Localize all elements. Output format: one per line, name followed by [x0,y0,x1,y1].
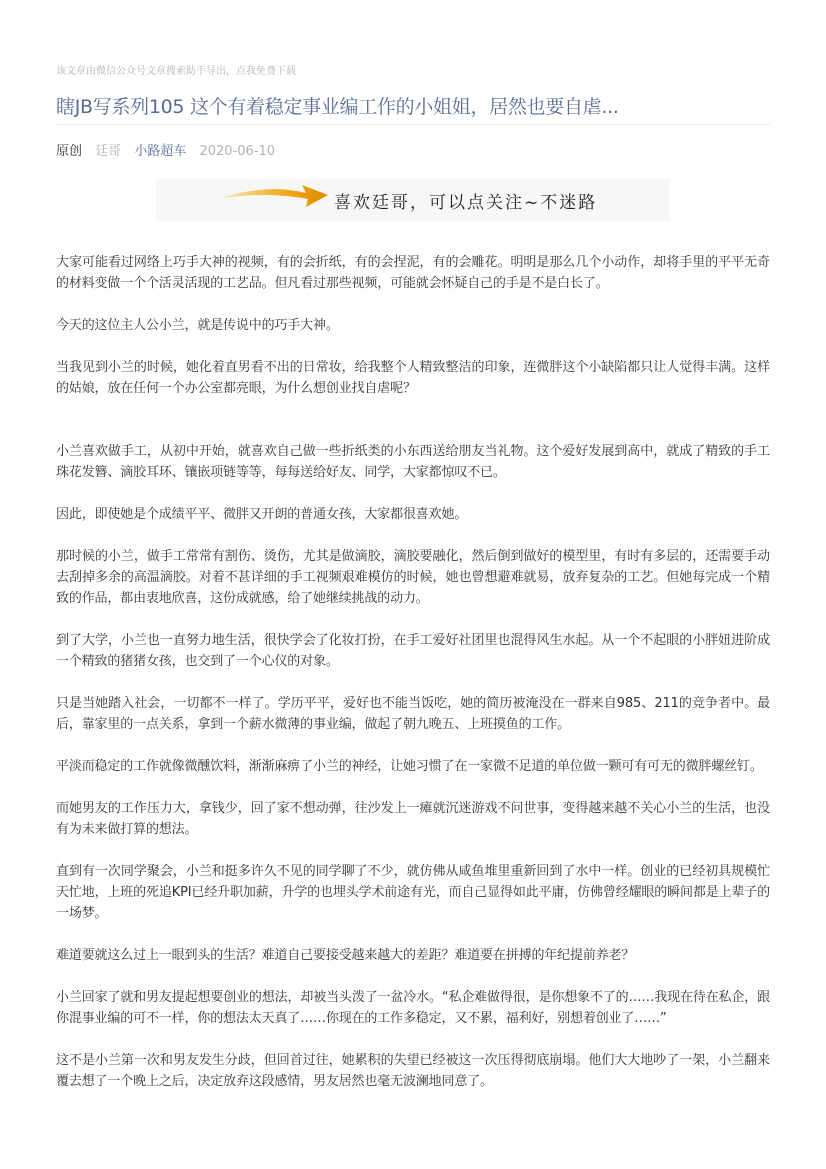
paragraph: 直到有一次同学聚会，小兰和挺多许久不见的同学聊了不少，就仿佛从咸鱼堆里重新回到了水中一样。创业的已经初具规模忙天忙地，上班的死追KPI已经升职加薪，升学的也埋头学术前途有光，而自己显得如此平庸，仿佛曾经耀眼的瞬间都是上辈子的一场梦。 [56,864,770,921]
paragraph: 因此，即使她是个成绩平平、微胖又开朗的普通女孩，大家都很喜欢她。 [56,507,468,522]
paragraph: 到了大学，小兰也一直努力地生活，很快学会了化妆打扮，在手工爱好社团里也混得风生水起。从一个不起眼的小胖妞进阶成一个精致的猪猪女孩，也交到了一个心仪的对象。 [56,633,770,669]
export-note-link[interactable]: 该文章由微信公众号文章搜索助手导出，点我免费下载 [56,66,296,77]
paragraph: 当我见到小兰的时候，她化着直男看不出的日常妆，给我整个人精致整洁的印象，连微胖这个小缺陷都只让人觉得丰满。这样的姑娘，放在任何一个办公室都亮眼，为什么想创业找自虐呢？ [56,360,770,396]
paragraph: 只是当她踏入社会，一切都不一样了。学历平平，爱好也不能当饭吃，她的简历被淹没在一群来自985、211的竞争者中。最后，靠家里的一点关系，拿到一个薪水微薄的事业编，做起了朝九晚五、上班摸鱼的工作。 [56,696,770,732]
article-title: 瞎JB写系列105 这个有着稳定事业编工作的小姐姐，居然也要自虐... [56,96,619,118]
paragraph: 小兰喜欢做手工，从初中开始，就喜欢自己做一些折纸类的小东西送给朋友当礼物。这个爱好发展到高中，就成了精致的手工珠花发簪、滴胶耳环、镶嵌项链等等，每每送给好友、同学，大家都惊叹不已。 [56,444,770,480]
article-meta [56,140,284,159]
author-name: 廷哥 [95,144,122,159]
banner-text: 喜欢廷哥，可以点关注~不迷路 [334,193,598,213]
paragraph: 而她男友的工作压力大，拿钱少，回了家不想动弹，往沙发上一瘫就沉迷游戏不问世事，变得越来越不关心小兰的生活，也没有为未来做打算的想法。 [56,801,770,837]
publish-date: 2020-06-10 [199,144,276,159]
original-label: 原创 [56,144,83,159]
paragraph: 大家可能看过网络上巧手大神的视频，有的会折纸，有的会捏泥，有的会雕花。明明是那么几个小动作，却将手里的平平无奇的材料变做一个个活灵活现的工艺品。但凡看过那些视频，可能就会怀疑自己的手是不是白长了。 [56,255,770,291]
paragraph: 今天的这位主人公小兰，就是传说中的巧手大神。 [56,318,339,333]
follow-banner [156,179,670,221]
paragraph: 这不是小兰第一次和男友发生分歧，但回首过往，她累积的失望已经被这一次压得彻底崩塌。他们大大地吵了一架，小兰翻来覆去想了一个晚上之后，决定放弃这段感情，男友居然也毫无波澜地同意了。 [56,1053,770,1089]
paragraph: 平淡而稳定的工作就像微醺饮料，渐渐麻痹了小兰的神经，让她习惯了在一家微不足道的单位做一颗可有可无的微胖螺丝钉。 [56,759,763,774]
paragraph: 那时候的小兰，做手工常常有割伤、烫伤，尤其是做滴胶，滴胶要融化，然后倒到做好的模型里，有时有多层的，还需要手动去刮掉多余的高温滴胶。对着不甚详细的手工视频艰难模仿的时候，她也曾想避难就易，放弃复杂的工艺。但她每完成一个精致的作品，都由衷地欣喜，这份成就感，给了她继续挑战的动力。 [56,549,770,606]
account-name-link[interactable]: 小路超车 [134,144,187,159]
paragraph: 难道要就这么过上一眼到头的生活？难道自己要接受越来越大的差距？难道要在拼搏的年纪提前养老？ [56,948,635,963]
paragraph: 小兰回家了就和男友提起想要创业的想法，却被当头泼了一盆冷水。“私企难做得很，是你想象不了的……我现在待在私企，跟你混事业编的可不一样，你的想法太天真了……你现在的工作多稳定，又不累，福利好，别想着创业了……” [56,990,770,1026]
article-body [56,252,770,1092]
title-divider [56,124,770,125]
